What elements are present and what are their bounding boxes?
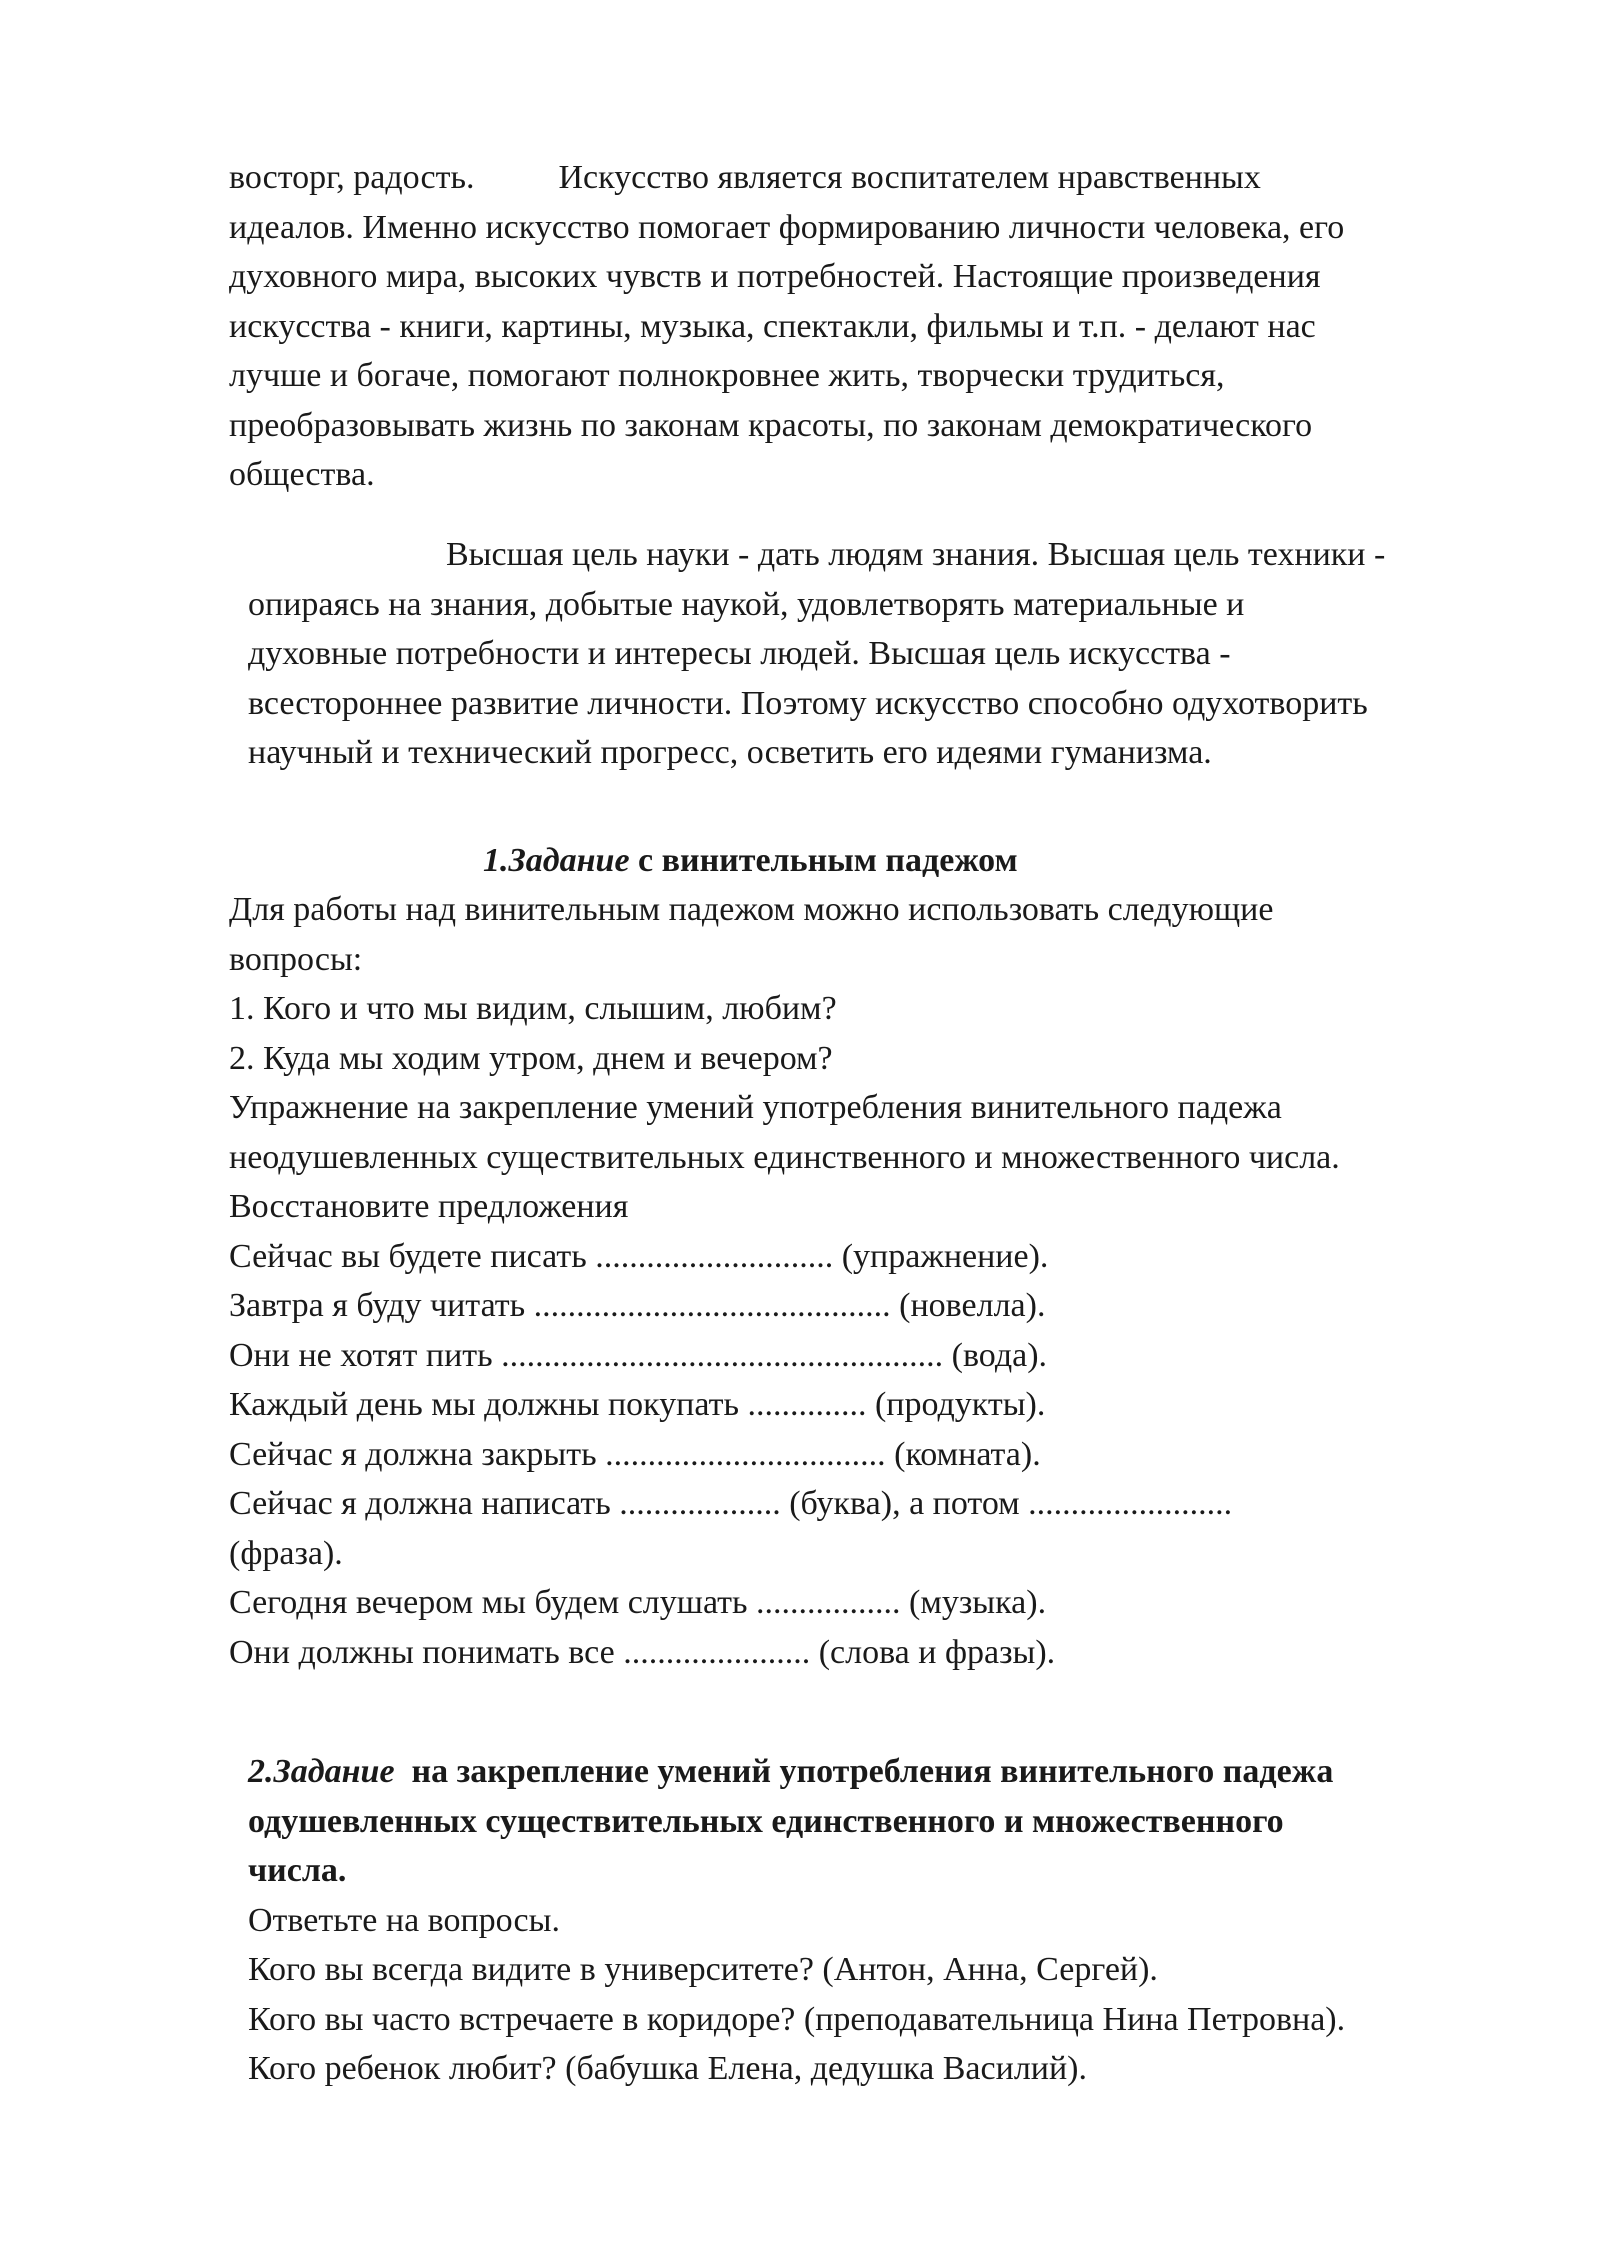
task2-question: Кого вы часто встречаете в коридоре? (преподавательница Нина Петровна). <box>248 2000 1346 2038</box>
task2-instruction: Ответьте на вопросы. <box>248 1901 560 1939</box>
exercise-sentence: Сейчас я должна закрыть ................................. (комната). <box>229 1435 1041 1473</box>
task1-heading <box>483 836 1018 886</box>
exercise-sentence: Они не хотят пить .................................................... (вода). <box>229 1336 1048 1374</box>
exercise-sentence: Каждый день мы должны покупать .............. (продукты). <box>229 1386 1046 1423</box>
exercise-sentence: Завтра я буду читать .......................................... (новелла). <box>229 1287 1046 1324</box>
task1-line: неодушевленных существительных единственного и множественного числа. <box>229 1138 1340 1176</box>
task2-question: Кого вы всегда видите в университете? (Антон, Анна, Сергей). <box>248 1951 1158 1988</box>
exercise-sentence: Сейчас я должна написать ................... (буква), а потом ........................ <box>229 1485 1233 1522</box>
task2-heading-number: 2.Задание <box>248 1753 395 1790</box>
exercise-sentence: (фраза). <box>229 1534 343 1572</box>
goals-line: духовные потребности и интересы людей. Высшая цель искусства - <box>248 635 1231 672</box>
task1-body <box>229 885 1340 1677</box>
intro-line: идеалов. Именно искусство помогает формированию личности человека, его <box>229 208 1345 246</box>
intro-paragraph <box>229 153 1344 500</box>
task1-heading-title: с винительным падежом <box>629 842 1018 879</box>
goals-line: научный и технический прогресс, осветить его идеями гуманизма. <box>248 734 1212 771</box>
task1-line: Упражнение на закрепление умений употребления винительного падежа <box>229 1089 1282 1126</box>
task2-section <box>248 1747 1345 2094</box>
task2-heading-title: на закрепление умений употребления винительного падежа <box>394 1753 1334 1790</box>
intro-line: общества. <box>229 456 375 493</box>
intro-line-1-start: восторг, радость. <box>229 159 475 196</box>
task2-heading-line-1 <box>248 1747 1345 1797</box>
task1-line: Для работы над винительным падежом можно использовать следующие <box>229 891 1274 928</box>
intro-line-1 <box>229 153 1344 203</box>
intro-line: искусства - книги, картины, музыка, спектакли, фильмы и т.п. - делают нас <box>229 307 1316 345</box>
task1-question: 2. Куда мы ходим утром, днем и вечером? <box>229 1039 833 1077</box>
task2-question: Кого ребенок любит? (бабушка Елена, дедушка Василий). <box>248 2050 1087 2087</box>
goals-line: Высшая цель науки - дать людям знания. Высшая цель техники - <box>446 536 1386 573</box>
goals-line: опираясь на знания, добытые наукой, удовлетворять материальные и <box>248 585 1245 623</box>
intro-line: преобразовывать жизнь по законам красоты, по законам демократического <box>229 406 1313 444</box>
task1-heading-number: 1.Задание <box>483 842 630 879</box>
task1-instruction: Восстановите предложения <box>229 1188 629 1225</box>
task1-line: вопросы: <box>229 940 363 978</box>
task2-heading-line-3: числа. <box>248 1852 347 1889</box>
task1-question: 1. Кого и что мы видим, слышим, любим? <box>229 990 837 1027</box>
intro-line: духовного мира, высоких чувств и потребностей. Настоящие произведения <box>229 258 1321 295</box>
goals-line: всестороннее развитие личности. Поэтому искусство способно одухотворить <box>248 684 1368 722</box>
exercise-sentence: Они должны понимать все ...................... (слова и фразы). <box>229 1633 1056 1671</box>
task2-heading-line-2: одушевленных существительных единственного и множественного <box>248 1802 1284 1840</box>
intro-line: лучше и богаче, помогают полнокровнее жить, творчески трудиться, <box>229 357 1225 394</box>
exercise-sentence: Сегодня вечером мы будем слушать ................. (музыка). <box>229 1584 1047 1621</box>
intro-line-1-end: Искусство является воспитателем нравственных <box>558 159 1261 196</box>
exercise-sentence: Сейчас вы будете писать ............................ (упражнение). <box>229 1237 1049 1275</box>
goals-paragraph <box>248 530 1385 778</box>
